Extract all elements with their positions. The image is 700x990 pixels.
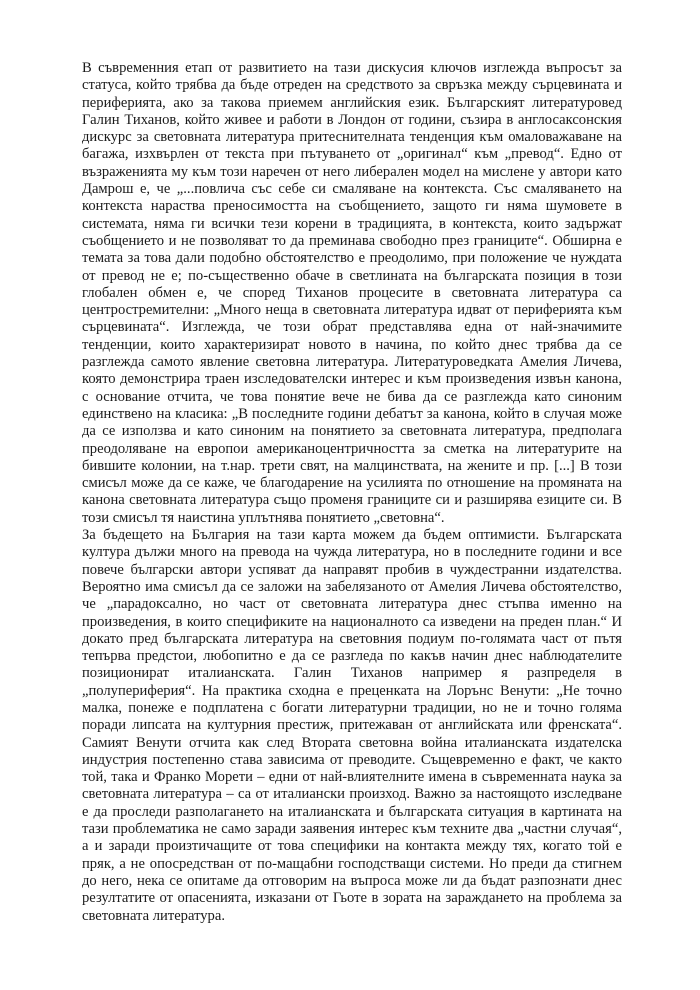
body-paragraph-2: За бъдещето на България на тази карта можем да бъдем оптимисти. Българската култура дължи много на превода на чужда литература, но в последните години и все повече български автори успяват да направят пробив в чуждестранни издателства. Вероятно има смисъл да се заложи на забелязаното от Амелия Личева обстоятелство, че „парадоксално, но част от световната литература днес стъпва именно на произведения, в които спецификите на националното са изведени на преден план.“ И докато пред българската литература на световния подиум по-голямата част от пътя тепърва предстои, любопитно е да се разгледа по какъв начин днес наблюдателите позиционират италианската. Галин Тиханов например я разпределя в „полупериферия“. На практика сходна е преценката на Лорънс Венути: „Не точно малка, понеже е подплатена с богати литературни традиции, но не и точно голяма поради липсата на културния престиж, притежаван от английската или френската“. Самият Венути отчита как след Втората световна война италианската издателска индустрия постепенно става зависима от преводите. Същевременно е факт, че както той, така и Франко Морети – едни от най-влиятелните имена в съвременната наука за световната литература – са от италиански произход. Важно за настоящото изследване е да проследи разполагането на италианската и българската ситуация в картината на тази проблематика не само заради заявения интерес към техните два „частни случая“, а и заради произтичащите от това специфики на контакта между тях, когато той е пряк, а не опосредстван от по-мащабни господстващи системи. Но преди да стигнем до него, нека се опитаме да отговорим на въпроса може ли да бъдат разпознати днес резултатите от опасенията, изказани от Гьоте в зората на зараждането на проблема за световната литература. — [82, 527, 622, 924]
body-paragraph-1: В съвременния етап от развитието на тази дискусия ключов изглежда въпросът за статуса, който трябва да бъде отреден на средството за свръзка между сърцевината и периферията, ако за такова приемем английския език. Българският литературовед Галин Тиханов, който живее и работи в Лондон от години, съзира в англосаксонския дискурс за световната литература притеснителната тенденция към омаловажаване на багажа, изхвърлен от текста при пътуването от „оригинал“ към „превод“. Едно от възраженията му към този наречен от него либерален модел на мислене у автори като Дамрош е, че „...повлича със себе си смаляване на контекста. Със смаляването на контекста нараства преносимостта на съобщението, защото ги няма шумовете в системата, няма ги всички тези корени в традицията, в контекста, които задържат съобщението и не позволяват то да преминава свободно през границите“. Обширна е темата за това дали подобно обстоятелство е преодолимо, при положение че нуждата от превод не е; по-същественно обаче в светлината на българската позиция в този глобален обмен е, че според Тиханов процесите в световната литература са центростремителни: „Много неща в световната литература идват от периферията към сърцевината“. Изглежда, че този обрат представлява една от най-значимите тенденции, които характеризират новото в начина, по който днес трябва да се разглежда самото явление световна литература. Литературоведката Амелия Личева, която демонстрира траен изследователски интерес и към произведения извън канона, с основание отчита, че това понятие вече не бива да се разглежда като синоним единствено на класика: „В последните години дебатът за канона, който в случая може да се използва и като синоним на понятието за световната литература, предполага преодоляване на европои американоцентричността за сметка на литературите на бившите колонии, на т.нар. трети свят, на малцинствата, на жените и пр. [...] В този смисъл може да се каже, че благодарение на усилията по отношение на промяната на канона световната литература също променя границите си и разширява езиците си. В този смисъл тя наистина уплътнява понятието „световна“. — [82, 60, 622, 526]
document-page — [82, 60, 622, 925]
